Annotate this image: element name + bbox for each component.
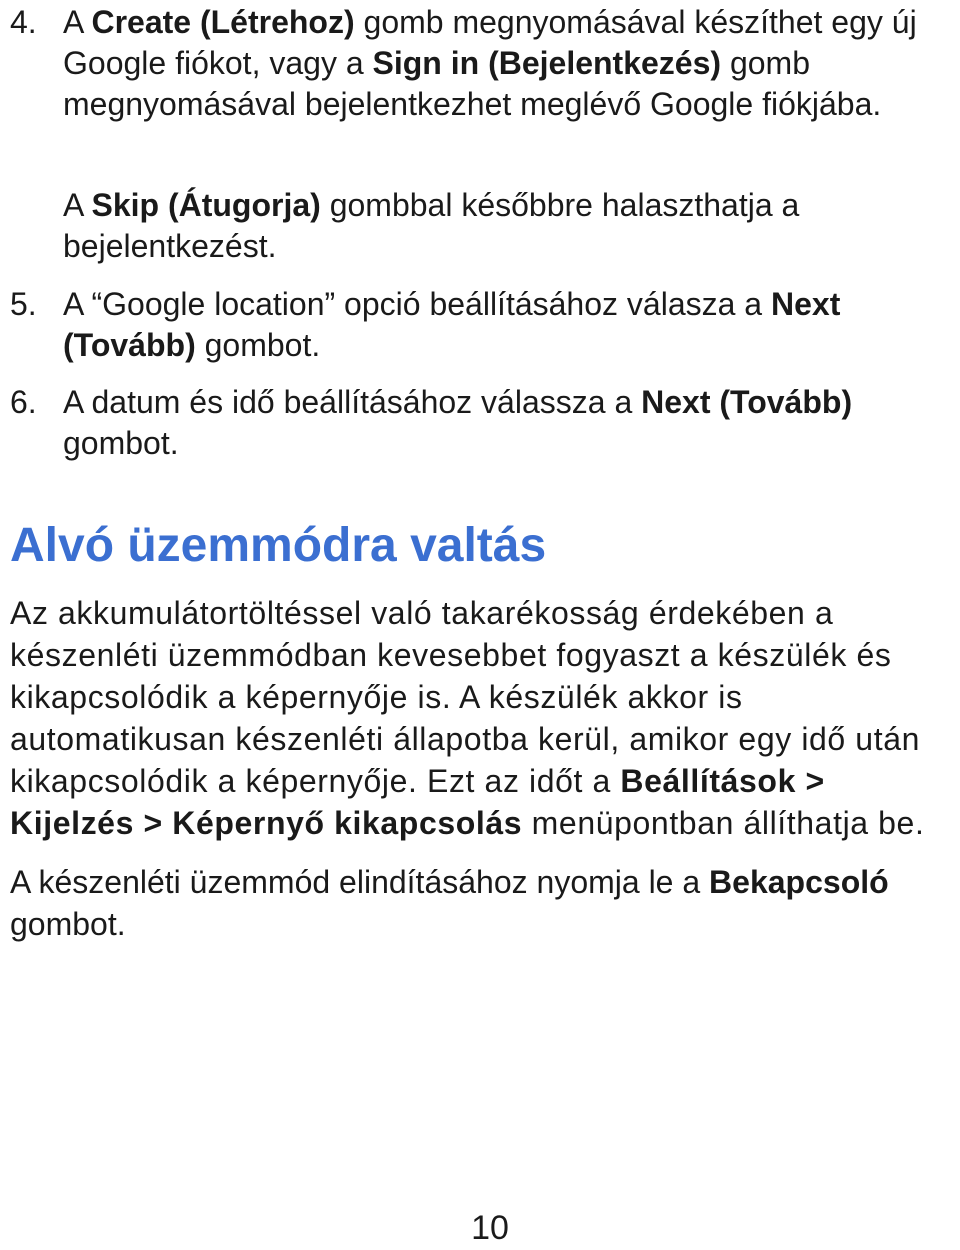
bold-term: Create (Létrehoz) (91, 4, 355, 40)
list-number: 5. (10, 286, 37, 322)
list-item-text: A “Google location” opció beállításához válasza a Next (Tovább) gombot. (63, 286, 841, 363)
bold-menu-path: Beállítások > Kijelzés > Képernyő kikapcsolás (10, 763, 825, 841)
paragraph-sleep-mode: Az akkumulátortöltéssel való takarékosság érdekében a készenléti üzemmódban kevesebbet fogyaszt a készülék és kikapcsolódik a képernyője is. A készülék akkor is automatikusan készenléti állapotba kerül, amikor egy idő után kikapcsolódik a képernyője. Ezt az időt a Beállítások > Kijelzés > Képernyő kikapcsolás menüpontban állíthatja be. (10, 595, 925, 841)
list-item-text: A Create (Létrehoz) gomb megnyomásával készíthet egy új Google fiókot, vagy a Sign in (Bejelentkezés) gomb megnyomásával bejelentkezhet meglévő Google fiókjába. (63, 4, 917, 122)
bold-term: Skip (Átugorja) (91, 187, 321, 223)
list-item-5 (10, 284, 950, 366)
list-item-text: A datum és idő beállításához válassza a Next (Tovább) gombot. (63, 384, 853, 461)
list-item-4-note: A Skip (Átugorja) gombbal későbbre halaszthatja a bejelentkezést. (63, 187, 800, 264)
bold-term: Next (Tovább) (641, 384, 853, 420)
list-item-4 (10, 2, 950, 125)
bold-term: Next (Tovább) (63, 286, 841, 363)
section-heading: Alvó üzemmódra valtás (10, 519, 547, 572)
list-number: 4. (10, 4, 37, 40)
bold-term: Sign in (Bejelentkezés) (372, 45, 722, 81)
page-number: 10 (471, 1209, 509, 1247)
list-number: 6. (10, 384, 37, 420)
paragraph-power-button: A készenléti üzemmód elindításához nyomja le a Bekapcsoló gombot. (10, 864, 889, 942)
bold-term: Bekapcsoló (709, 864, 889, 900)
list-item-6 (10, 382, 950, 464)
